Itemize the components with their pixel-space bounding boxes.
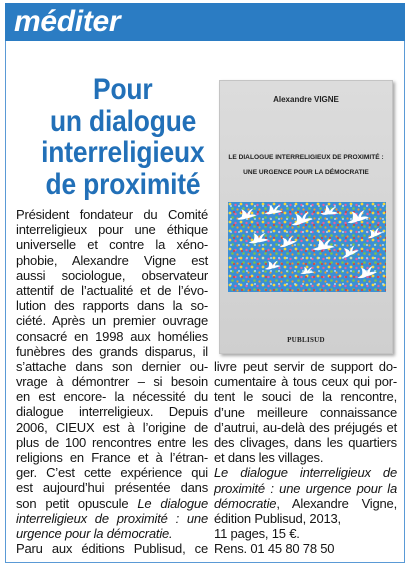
title-line-text: interreligieux [41, 136, 205, 169]
article-title [18, 74, 228, 200]
book-title-italic: Le dialogue [137, 495, 208, 511]
body-line: des clivages, dans les quartiers [214, 434, 397, 450]
book-reference-line [214, 496, 397, 511]
book-publication-info: édition Publisud, 2013, [214, 510, 341, 526]
title-line [18, 74, 228, 106]
body-line: interreligieux pour une éthique [16, 222, 208, 238]
body-line: ciété. Après un premier ouvrage [16, 313, 208, 329]
body-line: lution des rapports dans la so- [16, 298, 208, 314]
title-line-text: de proximité [45, 167, 201, 201]
body-line: livre peut servir de support do- [214, 359, 397, 374]
body-line: est aujourd’hui présentée dans [16, 480, 208, 496]
body-line: dialogue interreligieux. Depuis [16, 404, 208, 420]
body-line: phobie, Alexandre Vigne est [16, 252, 208, 268]
book-title-italic: démocratie [214, 495, 277, 511]
body-line: consacré en 1998 aux homélies [16, 328, 208, 344]
body-line: Paru aux éditions Publisud, ce [16, 541, 208, 557]
book-price-info: 11 pages, 15 €. [214, 526, 300, 542]
body-line: religions en France et à l’étran- [16, 450, 208, 465]
section-label: méditer [14, 5, 121, 38]
body-line: 2006, CIEUX est à l’origine de [16, 419, 208, 435]
contact-phone: Rens. 01 45 80 78 50 [214, 541, 335, 557]
article-column-right [214, 359, 397, 556]
body-text: son petit opuscule [16, 495, 138, 511]
body-line: d’autrui, au-delà des préjugés et [214, 419, 397, 435]
body-line: en est encore- la nécessité du [16, 389, 208, 405]
body-line: cumentaire à tous ceux qui por- [214, 374, 397, 390]
section-header [5, 3, 405, 41]
book-author-credit: , Alexandre Vigne, [276, 495, 397, 511]
title-line-text: Pour [93, 73, 153, 106]
book-reference-line: proximité : une urgence pour la [214, 480, 397, 496]
book-reference-line: Le dialogue interreligieux de [214, 465, 397, 481]
body-line: urgence pour la démocratie. [16, 525, 173, 541]
body-line: d’une meilleure connaissance [214, 404, 397, 420]
book-author: Alexandre VIGNE [273, 95, 339, 104]
book-cover [219, 80, 393, 354]
book-title-line: LE DIALOGUE INTERRELIGIEUX DE PROXIMITÉ : [228, 154, 384, 161]
title-line-text: un dialogue [49, 104, 197, 138]
article-column-left [16, 207, 208, 556]
body-line: tent le souci de la rencontre, [214, 389, 397, 405]
body-line: interreligieux de proximité : une [16, 510, 208, 526]
cover-illustration [228, 202, 386, 292]
body-line: plus de 100 rencontres entre les [16, 434, 208, 450]
body-line: aussi sociologue, observateur [16, 267, 208, 283]
body-line: attentif de l’actualité et de l’évo- [16, 282, 208, 298]
body-line: s’attache dans son dernier ou- [16, 358, 208, 374]
body-line: vrage à démontrer – si besoin [16, 374, 208, 390]
body-line: universelle et contre la xéno- [16, 237, 208, 253]
title-line [18, 137, 228, 169]
title-line [18, 106, 228, 138]
body-line: Président fondateur du Comité [16, 207, 208, 222]
title-line [18, 169, 228, 201]
body-line: ger. C’est cette expérience qui [16, 465, 208, 481]
body-line: et dans les villages. [214, 450, 324, 466]
book-publisher: PUBLISUD [287, 336, 325, 344]
book-title-line: UNE URGENCE POUR LA DÉMOCRATIE [243, 169, 369, 176]
body-line: funèbres des grands disparus, il [16, 343, 208, 359]
body-line [16, 496, 208, 511]
